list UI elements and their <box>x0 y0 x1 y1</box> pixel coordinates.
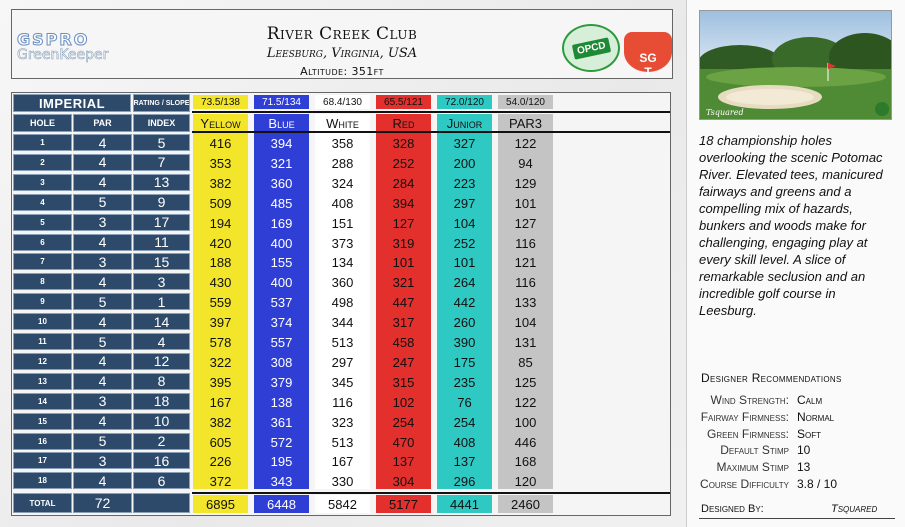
tee-yardage: 319 <box>392 235 415 251</box>
tee-rating: 73.5/138 <box>193 95 248 109</box>
tee-yardage: 317 <box>392 315 415 331</box>
hole-par: 4 <box>73 134 132 151</box>
tee-yardage: 252 <box>392 155 415 171</box>
tee-yardage: 321 <box>392 275 415 291</box>
tee-yardage: 188 <box>209 255 232 271</box>
hole-par: 4 <box>73 174 132 191</box>
hole-index: 5 <box>133 134 190 151</box>
tee-yardage: 104 <box>514 315 537 331</box>
club-info <box>212 24 472 78</box>
hole-index: 4 <box>133 333 190 350</box>
tee-yardage: 122 <box>514 394 537 410</box>
opcd-badge-icon <box>562 24 620 72</box>
tee-yardage: 324 <box>331 175 354 191</box>
hole-index: 18 <box>133 393 190 410</box>
tee-yardage: 330 <box>331 474 354 490</box>
sgt-badge-text: SG T <box>639 51 657 79</box>
recommendation-row <box>687 393 905 409</box>
tee-yardage: 116 <box>515 275 536 291</box>
tee-yardage: 344 <box>331 315 354 331</box>
tee-yardage: 131 <box>514 335 537 350</box>
tee-yardage: 125 <box>514 374 537 390</box>
recommendation-label: Maximum Stimp <box>716 460 789 475</box>
hole-index: 12 <box>133 353 190 370</box>
hole-number: 11 <box>13 333 72 350</box>
hole-number: 17 <box>13 452 72 469</box>
tee-yardage: 254 <box>392 414 415 430</box>
tee-yardage: 195 <box>270 454 293 470</box>
hole-number: 12 <box>13 353 72 370</box>
photo-caption: Tsquared <box>706 108 744 117</box>
tee-name: Yellow <box>193 114 248 132</box>
tee-total: 5177 <box>376 495 431 513</box>
hole-index: 8 <box>133 373 190 390</box>
tee-yardage: 138 <box>270 394 293 410</box>
hole-par: 4 <box>73 234 132 251</box>
tee-yardage: 85 <box>518 354 533 370</box>
hole-par: 4 <box>73 313 132 330</box>
tee-yardage: 94 <box>518 155 533 171</box>
recommendation-value: 3.8 / 10 <box>797 477 838 491</box>
tee-yardage: 374 <box>270 315 293 331</box>
hole-index: 7 <box>133 154 190 171</box>
tee-yardage: 513 <box>331 434 354 450</box>
tee-yardage: 121 <box>514 255 537 271</box>
tee-yardage: 442 <box>453 295 476 311</box>
hole-par: 5 <box>73 433 132 450</box>
tee-yardage: 120 <box>514 474 537 490</box>
tee-yardage: 557 <box>270 335 293 350</box>
tee-column-junior <box>437 93 492 515</box>
logo-line2: GreenKeeper <box>17 47 109 63</box>
tee-yardage: 167 <box>331 454 354 470</box>
tee-yardage: 175 <box>453 354 476 370</box>
recommendation-label: Green Firmness: <box>706 426 789 441</box>
tee-yardage: 104 <box>453 215 476 231</box>
tee-yardage: 513 <box>331 335 354 350</box>
designed-by-underline <box>699 518 895 519</box>
tee-yardage: 578 <box>209 335 232 350</box>
tee-total: 2460 <box>498 495 553 513</box>
hole-par: 5 <box>73 333 132 350</box>
tee-yardage: 315 <box>392 374 415 390</box>
hole-number: 5 <box>13 214 72 231</box>
tee-yardage: 408 <box>331 195 354 211</box>
recommendation-row <box>687 410 905 426</box>
hole-number: 1 <box>13 134 72 151</box>
hole-index: 1 <box>133 293 190 310</box>
hole-par: 4 <box>73 353 132 370</box>
tee-yardage: 394 <box>270 136 293 151</box>
tee-rating: 71.5/134 <box>254 95 309 109</box>
tee-yardage: 328 <box>392 136 415 151</box>
gspro-greenkeeper-logo <box>17 30 127 63</box>
hole-index: 11 <box>133 234 190 251</box>
tee-name: PAR3 <box>498 114 553 132</box>
hole-par: 3 <box>73 393 132 410</box>
tee-total: 5842 <box>315 495 370 513</box>
total-label: TOTAL <box>13 493 72 513</box>
tee-yardage: 102 <box>392 394 415 410</box>
tee-rating: 72.0/120 <box>437 95 492 109</box>
club-altitude: Altitude: 351ft <box>300 65 384 78</box>
tee-yardage: 537 <box>270 295 293 311</box>
recommendation-row <box>687 427 905 443</box>
tee-column-white <box>315 93 370 515</box>
tee-name: Junior <box>437 114 492 132</box>
tee-yardage: 284 <box>392 175 415 191</box>
hole-number: 16 <box>13 433 72 450</box>
designer-recommendations-title: Designer Recommendations <box>701 371 842 385</box>
total-par: 72 <box>73 493 132 513</box>
tee-rating: 68.4/130 <box>315 95 370 109</box>
recommendation-value: 10 <box>797 443 811 458</box>
tee-yardage: 137 <box>453 454 476 470</box>
tee-yardage: 395 <box>209 374 232 390</box>
tee-name: White <box>315 114 370 132</box>
tee-yardage: 372 <box>209 474 232 490</box>
recommendation-value: Soft <box>797 426 821 441</box>
header-divider-line <box>192 131 670 133</box>
tee-yardage: 122 <box>514 136 537 151</box>
tee-yardage-body <box>376 133 431 489</box>
tee-yardage: 397 <box>209 315 232 331</box>
tee-yardage: 155 <box>270 255 293 271</box>
tee-yardage: 572 <box>270 434 293 450</box>
tee-yardage: 458 <box>392 335 415 350</box>
tee-yardage: 400 <box>270 235 293 251</box>
tee-yardage: 304 <box>392 474 415 490</box>
hole-number: 7 <box>13 253 72 270</box>
total-divider-line <box>192 492 670 494</box>
tee-total: 4441 <box>437 495 492 513</box>
recommendation-value: Calm <box>797 393 823 407</box>
par-column-header: PAR <box>73 114 132 132</box>
recommendation-label: Wind Strength: <box>710 393 789 407</box>
hole-number: 18 <box>13 472 72 489</box>
hole-number: 10 <box>13 313 72 330</box>
hole-index: 3 <box>133 273 190 290</box>
tee-yardage: 247 <box>392 354 415 370</box>
tee-column-red <box>376 93 431 515</box>
tee-yardage: 446 <box>514 434 537 450</box>
hole-par: 4 <box>73 472 132 489</box>
course-photo <box>699 10 892 120</box>
tee-yardage: 353 <box>209 155 232 171</box>
tee-yardage: 194 <box>209 215 232 231</box>
club-name: River Creek Club <box>266 24 418 44</box>
tee-yardage: 605 <box>209 434 232 450</box>
tee-yardage-body <box>498 133 553 489</box>
recommendation-row <box>687 443 905 459</box>
recommendation-value: Normal <box>797 409 835 424</box>
hole-par: 3 <box>73 214 132 231</box>
sgt-badge-icon <box>624 32 672 79</box>
recommendation-row <box>687 460 905 476</box>
designed-by-value: Tsquared <box>831 503 878 515</box>
tee-rating: 65.5/121 <box>376 95 431 109</box>
tee-yardage-body <box>315 133 370 489</box>
hole-index: 2 <box>133 433 190 450</box>
hole-par: 4 <box>73 373 132 390</box>
tee-yardage: 420 <box>209 235 232 251</box>
tee-yardage: 447 <box>392 295 415 311</box>
recommendation-row <box>687 477 905 493</box>
tee-yardage: 252 <box>453 235 476 251</box>
hole-index: 13 <box>133 174 190 191</box>
tee-yardage: 297 <box>453 195 476 211</box>
tee-yardage: 382 <box>209 175 232 191</box>
tee-yardage: 116 <box>515 235 536 251</box>
hole-par: 4 <box>73 154 132 171</box>
hole-index: 9 <box>133 194 190 211</box>
tee-column-blue <box>254 93 309 515</box>
hole-index: 16 <box>133 452 190 469</box>
tee-yardage: 390 <box>453 335 476 350</box>
hole-number: 2 <box>13 154 72 171</box>
hole-number: 13 <box>13 373 72 390</box>
course-info-panel <box>686 0 905 527</box>
tee-yardage: 323 <box>331 414 354 430</box>
hole-par: 4 <box>73 273 132 290</box>
tee-yardage: 322 <box>209 354 232 370</box>
tee-yardage: 297 <box>331 354 354 370</box>
tee-yardage: 485 <box>270 195 293 211</box>
tee-yardage: 100 <box>514 414 537 430</box>
tee-yardage: 134 <box>331 255 354 271</box>
hole-number: 9 <box>13 293 72 310</box>
hole-number: 6 <box>13 234 72 251</box>
hole-number: 8 <box>13 273 72 290</box>
tee-yardage: 360 <box>331 275 354 291</box>
hole-index: 14 <box>133 313 190 330</box>
tee-yardage: 361 <box>270 414 293 430</box>
tee-yardage: 345 <box>331 374 354 390</box>
hole-par: 4 <box>73 413 132 430</box>
tee-yardage: 76 <box>457 394 472 410</box>
tee-yardage: 101 <box>514 195 537 211</box>
tee-yardage: 308 <box>270 354 293 370</box>
tee-yardage: 379 <box>270 374 293 390</box>
header-banner <box>11 9 673 79</box>
hole-par: 5 <box>73 293 132 310</box>
index-column-header: INDEX <box>133 114 190 132</box>
hole-par: 3 <box>73 253 132 270</box>
tee-yardage: 288 <box>331 155 354 171</box>
tee-yardage: 408 <box>453 434 476 450</box>
tee-yardage: 430 <box>209 275 232 291</box>
tee-yardage: 101 <box>453 255 476 271</box>
hole-index: 15 <box>133 253 190 270</box>
tee-yardage-body <box>437 133 492 489</box>
header-divider-line <box>192 111 670 113</box>
tee-yardage: 260 <box>453 315 476 331</box>
tee-yardage: 169 <box>270 215 293 231</box>
tee-yardage: 327 <box>453 136 476 151</box>
tee-yardage: 200 <box>453 155 476 171</box>
tee-yardage: 509 <box>209 195 232 211</box>
tee-yardage: 151 <box>331 215 354 231</box>
hole-column-header: HOLE <box>13 114 72 132</box>
tee-yardage: 226 <box>209 454 232 470</box>
recommendation-label: Default Stimp <box>720 443 789 458</box>
tee-yardage-body <box>254 133 309 489</box>
tee-total: 6895 <box>193 495 248 513</box>
course-photo-image <box>700 11 892 120</box>
tee-yardage: 264 <box>453 275 476 291</box>
rating-slope-label: RATING / SLOPE <box>133 94 190 112</box>
hole-par: 5 <box>73 194 132 211</box>
tee-yardage: 127 <box>392 215 415 231</box>
tee-yardage: 296 <box>453 474 476 490</box>
tee-yardage: 168 <box>514 454 537 470</box>
hole-number: 4 <box>13 194 72 211</box>
recommendation-label: Fairway Firmness: <box>700 409 789 424</box>
tee-yardage: 223 <box>453 175 476 191</box>
tee-column-par3 <box>498 93 553 515</box>
tee-name: Blue <box>254 114 309 132</box>
tee-yardage-body <box>193 133 248 489</box>
recommendation-value: 13 <box>797 460 811 475</box>
course-description: 18 championship holes overlooking the scenic Potomac River. Elevated tees, manicured fairways and greens and a compelling mix of hazards, bunkers and woods make for challenging, engaging play at every skill level. A slice of remarkable seclusion and an incredible golf course in Leesburg. <box>699 133 883 318</box>
logo-line1: GSPRO <box>17 30 90 49</box>
tee-yardage: 360 <box>270 175 293 191</box>
tee-yardage: 321 <box>270 155 293 171</box>
hole-number: 14 <box>13 393 72 410</box>
hole-par: 3 <box>73 452 132 469</box>
tee-column-yellow <box>193 93 248 515</box>
tee-total: 6448 <box>254 495 309 513</box>
tee-yardage: 343 <box>270 474 293 490</box>
tee-yardage: 416 <box>209 136 232 151</box>
hole-index: 17 <box>133 214 190 231</box>
recommendation-label: Course Difficulty <box>700 477 789 491</box>
hole-index: 10 <box>133 413 190 430</box>
unit-label: IMPERIAL <box>13 94 131 112</box>
opcd-badge-text: OPCD <box>571 37 610 59</box>
tee-yardage: 133 <box>514 295 537 311</box>
hole-number: 15 <box>13 413 72 430</box>
hole-index: 6 <box>133 472 190 489</box>
tee-yardage: 254 <box>453 414 476 430</box>
hole-number: 3 <box>13 174 72 191</box>
tee-yardage: 235 <box>453 374 476 390</box>
tee-yardage: 498 <box>331 295 354 311</box>
club-location: Leesburg, Virginia, USA <box>266 46 418 61</box>
tee-yardage: 382 <box>209 414 232 430</box>
tee-yardage: 470 <box>392 434 415 450</box>
scorecard-table <box>11 92 671 516</box>
tee-yardage: 394 <box>392 195 415 211</box>
total-index-empty <box>133 493 190 513</box>
tee-yardage: 559 <box>209 295 232 311</box>
tee-yardage: 358 <box>331 136 354 151</box>
tee-yardage: 101 <box>392 255 415 271</box>
tee-yardage: 129 <box>514 175 537 191</box>
tee-yardage: 127 <box>514 215 537 231</box>
tee-yardage: 137 <box>392 454 415 470</box>
designed-by-label: Designed By: <box>701 503 764 515</box>
tee-yardage: 400 <box>270 275 293 291</box>
tee-yardage: 116 <box>332 394 353 410</box>
tee-rating: 54.0/120 <box>498 95 553 109</box>
tee-yardage: 373 <box>331 235 354 251</box>
tee-name: Red <box>376 114 431 132</box>
tee-yardage: 167 <box>209 394 232 410</box>
